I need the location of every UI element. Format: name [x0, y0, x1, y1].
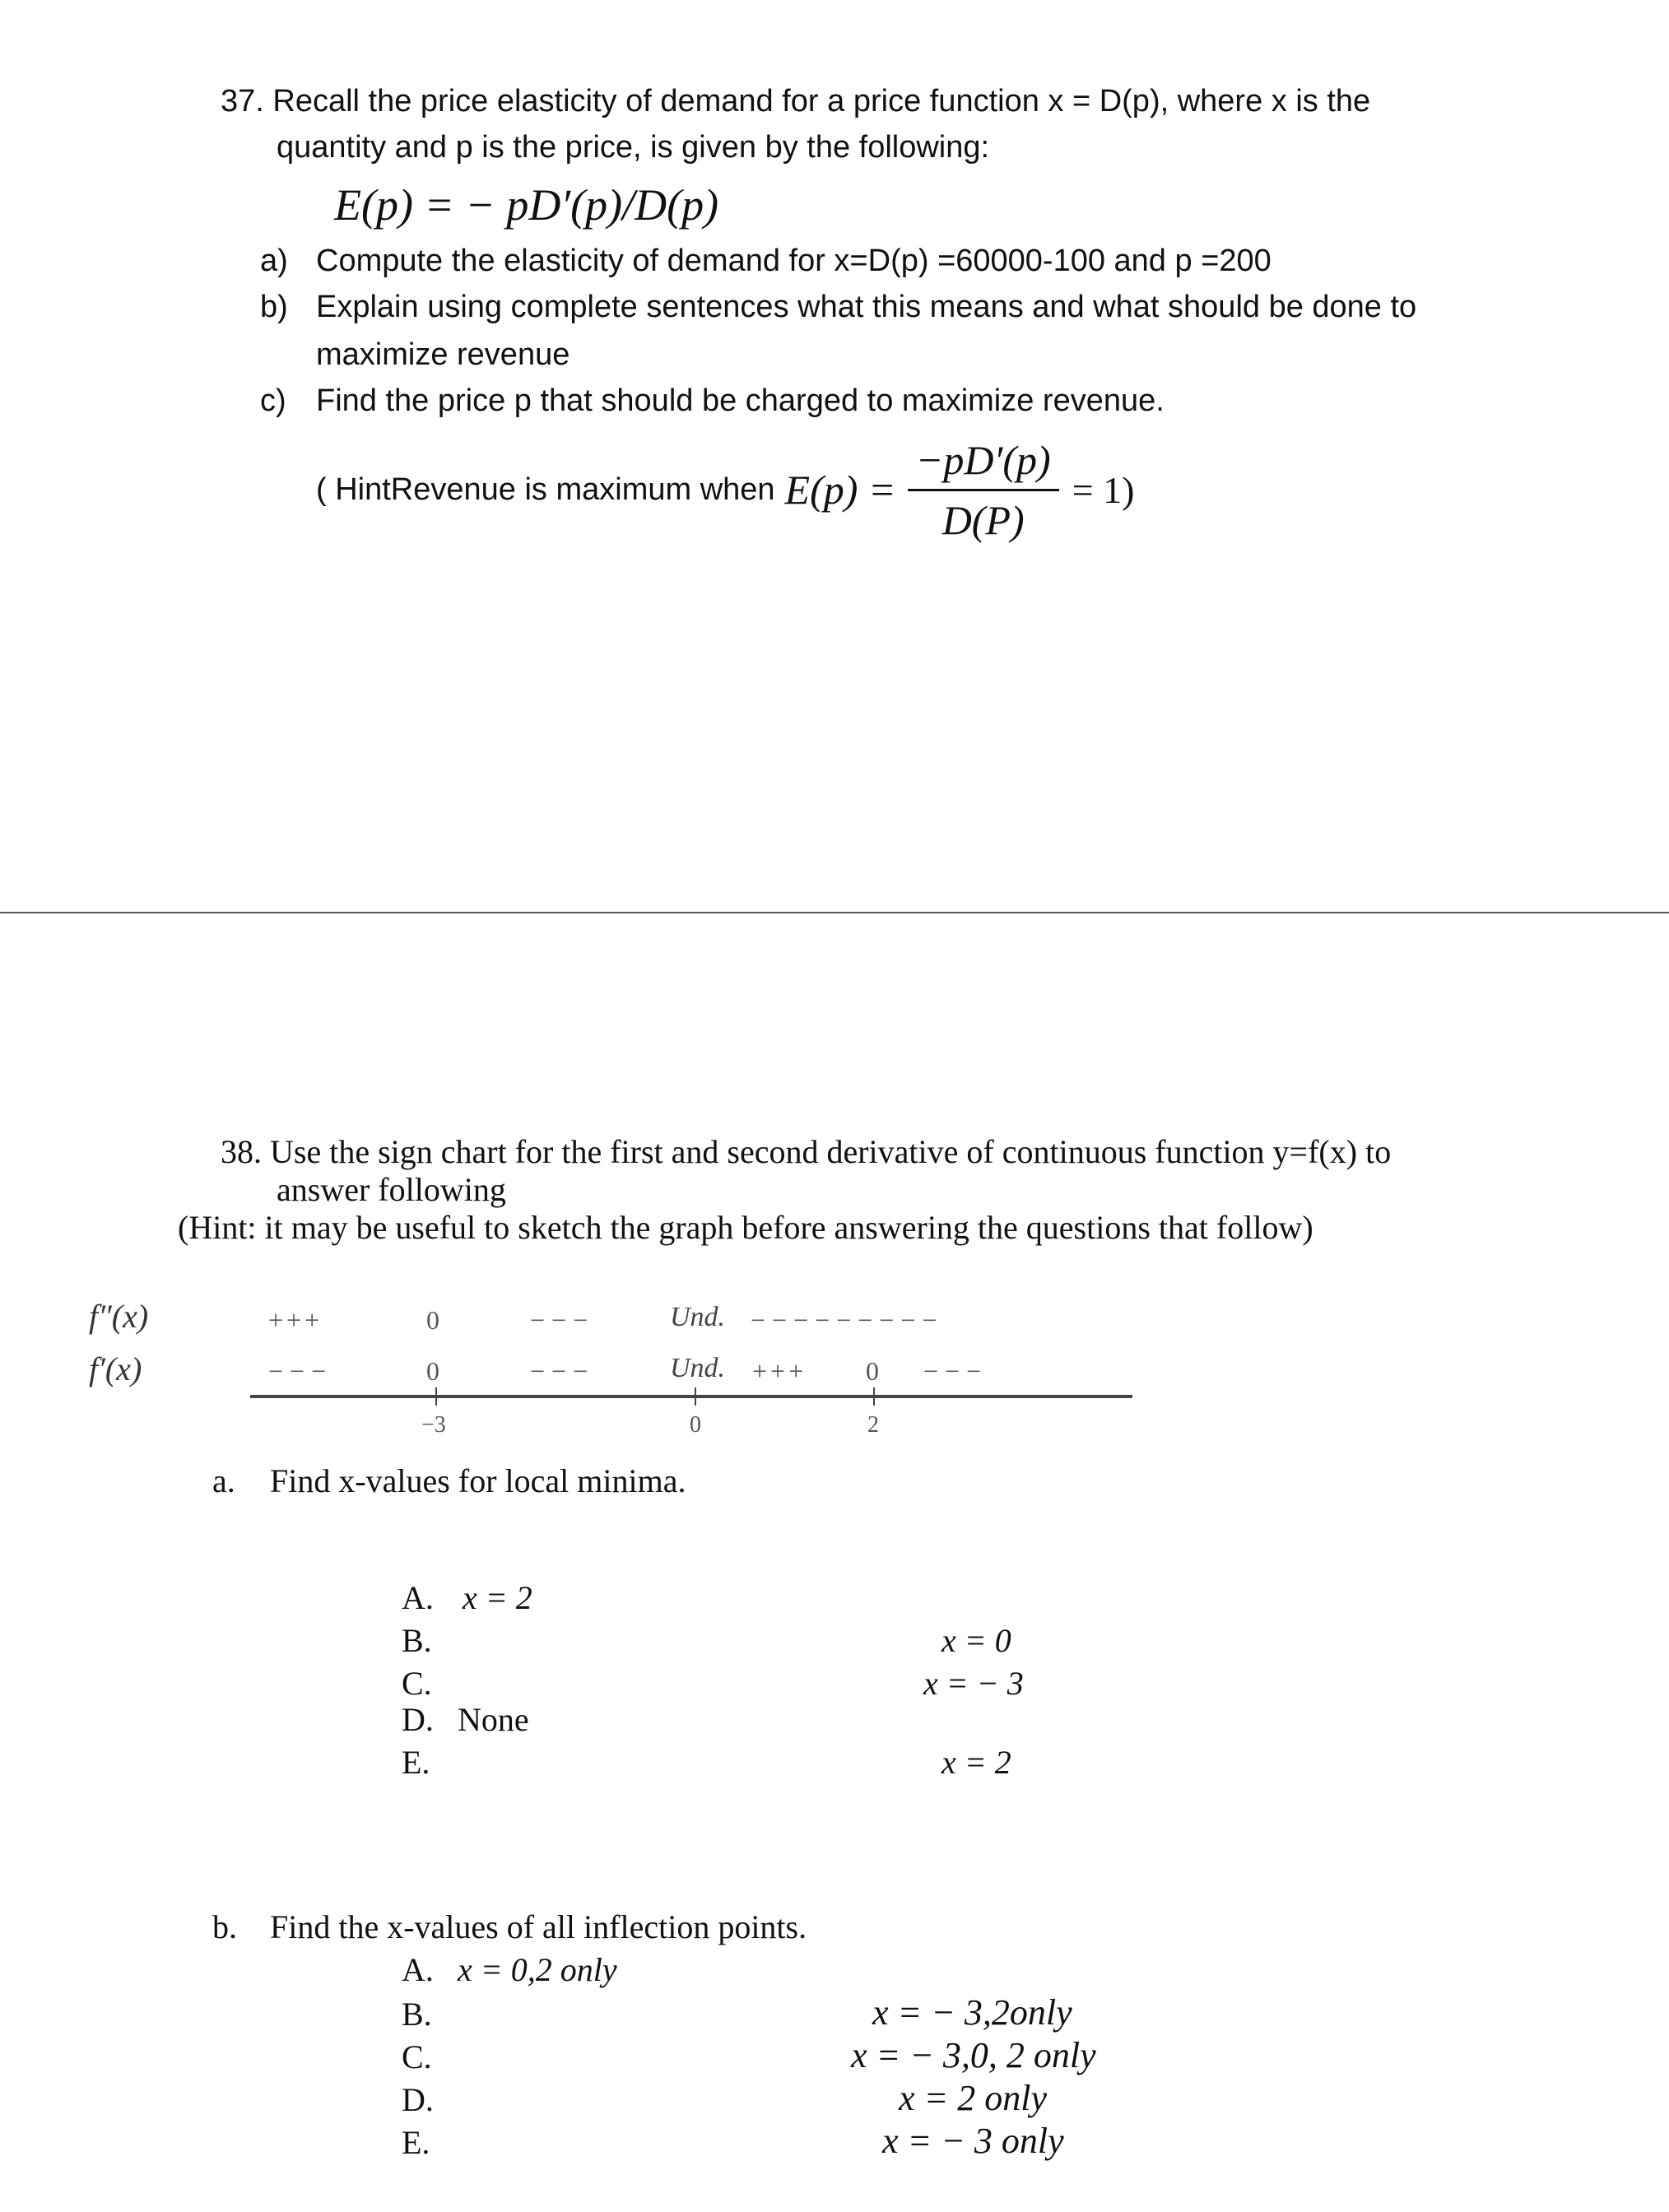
q37c-label: c) — [260, 383, 286, 418]
q37-hint-fraction — [908, 436, 1059, 544]
q37-line1: 37. Recall the price elasticity of demand for a price function x = D(p), where x is the — [221, 84, 1371, 118]
f2-sign-3: − − − — [530, 1305, 588, 1335]
q38a-option-c-letter: C. — [402, 1665, 432, 1702]
q37c-text: Find the price p that should be charged to maximize revenue. — [316, 383, 1165, 418]
q38-line1: 38. Use the sign chart for the first and second derivative of continuous function y=f(x) to — [221, 1133, 1392, 1170]
f2-sign-2: 0 — [426, 1305, 443, 1335]
q38a-option-d-letter: D. — [402, 1701, 434, 1738]
q38a-option-b-letter: B. — [402, 1622, 432, 1659]
f1-sign-1: − − − — [268, 1356, 327, 1386]
f2-sign-5: − − − − − − − − − — [751, 1305, 937, 1335]
f-double-prime-label: f″(x) — [89, 1298, 149, 1335]
q38a-option-a-letter: A. — [402, 1579, 434, 1616]
q38b-question: Find the x-values of all inflection points. — [270, 1908, 807, 1945]
q37-hint-numerator: −pD′(p) — [908, 436, 1059, 491]
q37-hint-suffix: = 1) — [1072, 468, 1135, 511]
q38b-option-e-letter: E. — [402, 2124, 430, 2161]
q38-hint: (Hint: it may be useful to sketch the graph before answering the questions that follow) — [178, 1209, 1313, 1246]
q37-hint-lhs: E(p) = — [784, 467, 896, 513]
q38-line2: answer following — [277, 1171, 506, 1208]
q38b-option-c-text: x = − 3,0, 2 only — [851, 2035, 1096, 2075]
q38b-option-c-letter: C. — [402, 2038, 432, 2075]
q37b-text-line2: maximize revenue — [316, 337, 570, 372]
tick-mark-minus3 — [435, 1387, 437, 1406]
f-prime-label: f′(x) — [89, 1350, 142, 1387]
f1-sign-7: − − − — [923, 1356, 982, 1386]
q37-elasticity-formula: E(p) = − pD′(p)/D(p) — [334, 180, 719, 230]
section-divider — [0, 912, 1669, 913]
q37b-label: b) — [260, 290, 288, 324]
q37a-label: a) — [260, 244, 288, 278]
f1-sign-2: 0 — [426, 1356, 443, 1386]
q38b-option-d-text: x = 2 only — [899, 2078, 1047, 2118]
q37-hint — [316, 428, 1134, 551]
tick-label-0: 0 — [690, 1412, 701, 1438]
tick-mark-2 — [873, 1387, 875, 1406]
q38b-option-a-letter: A. — [402, 1951, 434, 1988]
f1-sign-4: Und. — [670, 1353, 726, 1383]
q38a-question: Find x-values for local minima. — [270, 1462, 686, 1499]
f2-sign-4: Und. — [670, 1302, 726, 1332]
q38a-label: a. — [212, 1462, 235, 1499]
q38b-option-a-text: x = 0,2 only — [458, 1951, 617, 1988]
q38b-option-b-text: x = − 3,2only — [872, 1992, 1072, 2033]
q37-hint-prefix: ( HintRevenue is maximum when — [316, 472, 775, 507]
f1-sign-3: − − − — [530, 1356, 588, 1386]
q38b-option-d-letter: D. — [402, 2081, 434, 2118]
q37-hint-denominator: D(P) — [941, 496, 1025, 543]
q38b-option-e-text: x = − 3 only — [882, 2121, 1064, 2161]
q38a-option-a-text: x = 2 — [463, 1579, 532, 1616]
number-line-axis — [250, 1395, 1132, 1398]
tick-label-minus3: −3 — [421, 1412, 446, 1438]
q38a-option-e-letter: E. — [402, 1744, 430, 1781]
q37-line2: quantity and p is the price, is given by the following: — [277, 130, 990, 165]
f1-sign-5: +++ — [752, 1356, 807, 1386]
f2-sign-1: +++ — [268, 1305, 323, 1335]
q38b-label: b. — [212, 1908, 237, 1945]
tick-mark-0 — [695, 1387, 696, 1406]
q37b-text-line1: Explain using complete sentences what this means and what should be done to — [316, 290, 1417, 324]
f1-sign-6: 0 — [866, 1356, 882, 1386]
q38a-option-e-text: x = 2 — [941, 1744, 1011, 1781]
q38a-option-b-text: x = 0 — [941, 1622, 1011, 1659]
q38a-option-c-text: x = − 3 — [923, 1665, 1024, 1702]
q37a-text: Compute the elasticity of demand for x=D(p) =60000-100 and p =200 — [316, 244, 1272, 278]
q38b-option-b-letter: B. — [402, 1996, 432, 2033]
tick-label-2: 2 — [867, 1412, 879, 1438]
q38a-option-d-text: None — [458, 1701, 529, 1738]
